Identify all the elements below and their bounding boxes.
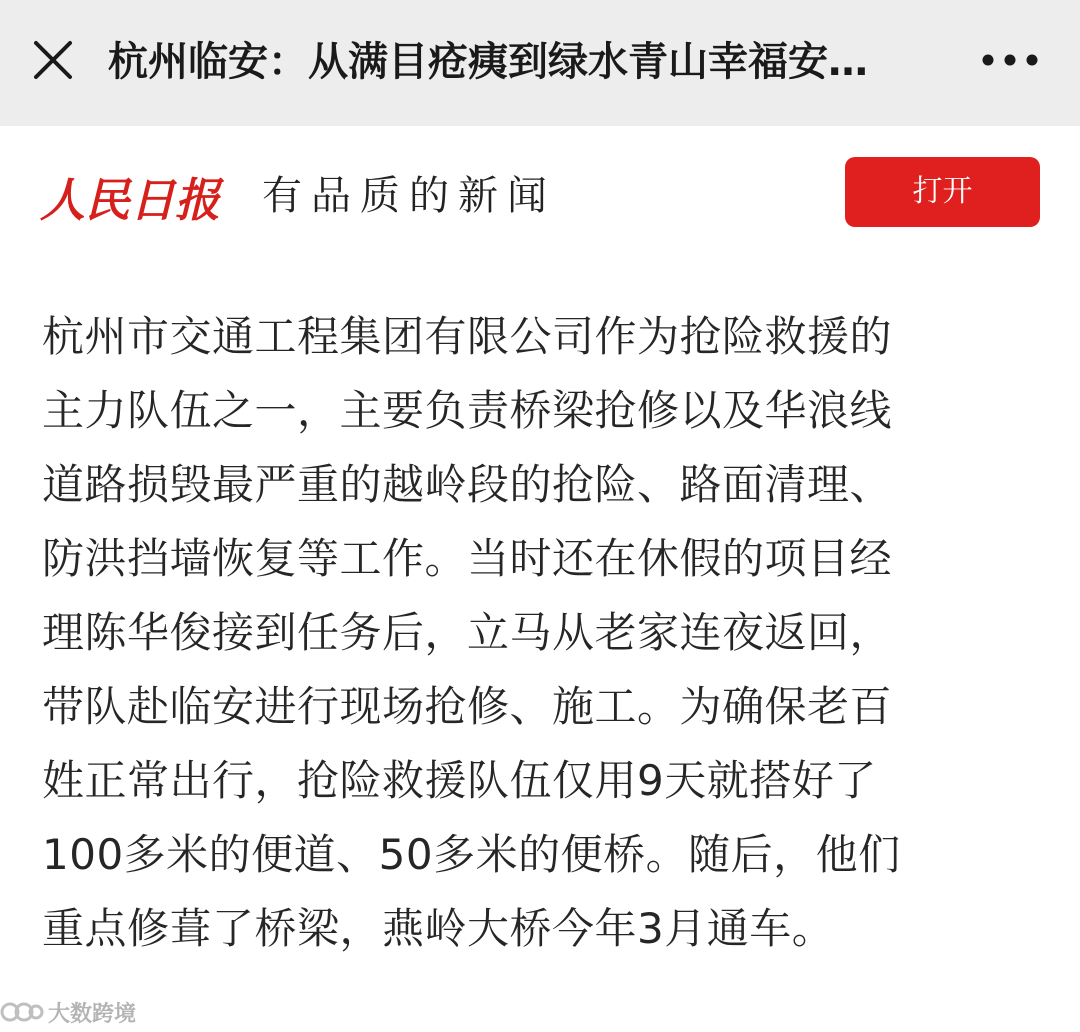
article-body [42, 300, 1052, 966]
close-button[interactable] [26, 31, 82, 87]
article-line: 理陈华俊接到任务后，立马从老家连夜返回， [42, 608, 893, 657]
app-banner [0, 126, 1080, 266]
article-line: 100多米的便道、50多米的便桥。随后，他们 [42, 830, 901, 879]
more-button[interactable] [976, 36, 1056, 84]
more-dots-icon [976, 36, 1056, 84]
article-line: 杭州市交通工程集团有限公司作为抢险救援的 [42, 312, 893, 361]
page-title: 杭州临安：从满目疮痍到绿水青山幸福安… [108, 39, 868, 85]
watermark [0, 996, 136, 1028]
article-line: 姓正常出行，抢险救援队伍仅用9天就搭好了 [42, 756, 877, 805]
people-daily-logo [40, 156, 230, 236]
watermark-text: 大数跨境 [48, 1001, 137, 1027]
article-line: 重点修葺了桥梁，燕岭大桥今年3月通车。 [42, 904, 835, 953]
article-line: 防洪挡墙恢复等工作。当时还在休假的项目经 [42, 534, 893, 583]
watermark-logo-icon [0, 997, 44, 1027]
article-line: 主力队伍之一，主要负责桥梁抢修以及华浪线 [42, 386, 893, 435]
top-bar [0, 0, 1080, 126]
slogan: 有品质的新闻 [262, 173, 556, 219]
open-app-button[interactable]: 打开 [845, 157, 1040, 227]
logo-text: 人民日报 [40, 173, 225, 227]
article-line: 道路损毁最严重的越岭段的抢险、路面清理、 [42, 460, 893, 509]
close-icon [26, 31, 82, 87]
article-line: 带队赴临安进行现场抢修、施工。为确保老百 [42, 682, 893, 731]
